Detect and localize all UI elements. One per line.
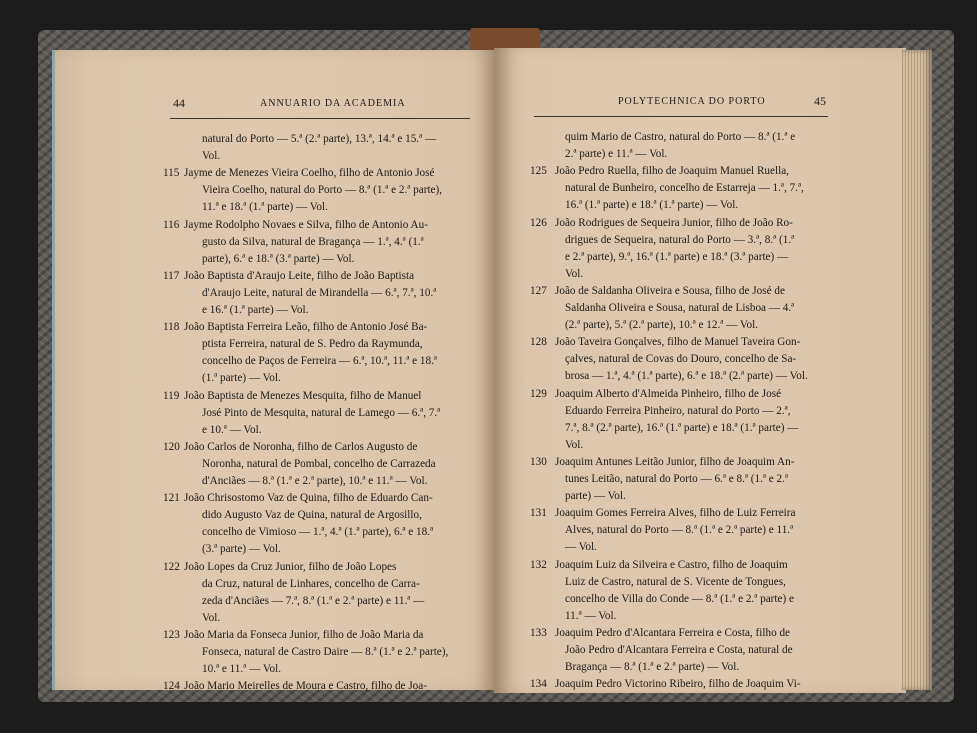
- entry-text: Joaquim Alberto d'Almeida Pinheiro, filho de José: [555, 387, 782, 400]
- entry-text: Noronha, natural de Pombal, concelho de Carrazeda: [202, 457, 436, 470]
- right-running-head: POLYTECHNICA DO PORTO: [618, 96, 766, 107]
- entry-text: concelho de Paços de Ferreira — 6.ª, 10.ª, 11.ª e 18.ª: [202, 355, 437, 368]
- entry-text: João de Saldanha Oliveira e Sousa, filho de José de: [555, 284, 785, 297]
- entry-text: concelho de Vimioso — 1.ª, 4.ª (1.ª parte), 6.ª e 18.ª: [202, 526, 434, 539]
- entry-text: Vol.: [565, 438, 584, 451]
- entry-number: 126: [530, 216, 547, 229]
- entry-text: João Baptista d'Araujo Leite, filho de João Baptista: [184, 269, 415, 282]
- entry-text: Bragança — 8.ª (1.ª e 2.ª parte) — Vol.: [565, 661, 740, 674]
- entry-number: 115: [163, 167, 180, 180]
- entry-number: 133: [530, 626, 547, 639]
- entry-number: 130: [530, 455, 547, 468]
- right-header-rule: [534, 116, 828, 117]
- entry-text: zeda d'Anciães — 7.ª, 8.ª (1.ª e 2.ª parte) e 11.ª —: [202, 594, 425, 607]
- entry-text: Joaquim Pedro Victorino Ribeiro, filho de Joaquim Vi-: [555, 678, 801, 691]
- entry-text: João Pedro Ruella, filho de Joaquim Manuel Ruella,: [555, 165, 789, 178]
- entry-text: natural de Bunheiro, concelho de Estarreja — 1.ª, 7.ª,: [565, 182, 804, 195]
- entry-text: gusto da Silva, natural de Bragança — 1.ª, 4.ª (1.ª: [202, 235, 424, 248]
- entry-text: Jayme Rodolpho Novaes e Silva, filho de Antonio Au-: [184, 218, 428, 231]
- entry-text: José Pinto de Mesquita, natural de Lamego — 6.ª, 7.ª: [202, 406, 441, 419]
- entry-text: 11.ª — Vol.: [565, 609, 617, 622]
- left-running-head: ANNUARIO DA ACADEMIA: [260, 98, 406, 109]
- entry-text: çalves, natural de Covas do Douro, concelho de Sa-: [565, 353, 797, 366]
- entry-number: 116: [163, 218, 180, 231]
- entry-text: Vol.: [202, 150, 221, 163]
- right-page: [494, 48, 906, 693]
- entry-text: João Baptista de Menezes Mesquita, filho de Manuel: [184, 389, 422, 402]
- entry-text: João Maria da Fonseca Junior, filho de João Maria da: [184, 628, 424, 641]
- entry-text: drigues de Sequeira, natural do Porto — 3.ª, 8.ª (1.ª: [565, 233, 795, 246]
- entry-text: Vol.: [202, 611, 221, 624]
- entry-text: tunes Leitão, natural do Porto — 6.ª e 8.ª (1.ª e 2.ª: [565, 473, 788, 485]
- entry-text: João Rodrigues de Sequeira Junior, filho de João Ro-: [555, 216, 793, 229]
- entry-text: João Mario Meirelles de Moura e Castro, filho de Joa-: [184, 680, 427, 693]
- entry-text: (1.ª parte) — Vol.: [202, 372, 281, 385]
- entry-number: 117: [163, 269, 180, 282]
- entry-text: e 2.ª parte), 9.ª, 16.ª (1.ª parte) e 18.ª (3.ª parte) —: [565, 250, 789, 263]
- entry-text: Vol.: [565, 267, 584, 280]
- entry-text: Fonseca, natural de Castro Daire — 8.ª (1.ª e 2.ª parte),: [202, 646, 449, 658]
- entry-text: Jayme de Menezes Vieira Coelho, filho de Antonio José: [184, 167, 435, 180]
- entry-text: 16.ª (1.ª parte) e 18.ª (1.ª parte) — Vol.: [565, 199, 739, 212]
- entry-text: dido Augusto Vaz de Quina, natural de Argosillo,: [202, 509, 422, 522]
- entry-text: d'Araujo Leite, natural de Mirandella — 6.ª, 7.ª, 10.ª: [202, 286, 437, 299]
- entry-text: Luiz de Castro, natural de S. Vicente de Tongues,: [565, 575, 786, 588]
- entry-number: 125: [530, 165, 547, 178]
- entry-text: da Cruz, natural de Linhares, concelho de Carra-: [202, 577, 420, 590]
- left-page: [52, 50, 495, 693]
- entry-text: 10.ª e 11.ª — Vol.: [202, 663, 281, 676]
- entry-text: parte) — Vol.: [565, 490, 626, 503]
- entry-text: 2.ª parte) e 11.ª — Vol.: [565, 148, 668, 161]
- entry-text: — Vol.: [565, 541, 597, 554]
- entry-text: (3.ª parte) — Vol.: [202, 543, 281, 556]
- entry-number: 122: [163, 560, 180, 573]
- entry-text: 7.ª, 8.ª (2.ª parte), 16.ª (1.ª parte) e 18.ª (1.ª parte) —: [565, 421, 799, 434]
- book-spine: [470, 28, 540, 50]
- entry-text: concelho de Villa do Conde — 8.ª (1.ª e 2.ª parte) e: [565, 592, 794, 605]
- entry-text: natural do Porto — 5.ª (2.ª parte), 13.ª, 14.ª e 15.ª —: [202, 133, 437, 145]
- entry-number: 119: [163, 389, 180, 402]
- entry-text: João Carlos de Noronha, filho de Carlos Augusto de: [184, 440, 418, 453]
- left-header-rule: [170, 118, 470, 119]
- entry-text: Joaquim Antunes Leitão Junior, filho de Joaquim An-: [555, 455, 795, 468]
- entry-number: 132: [530, 558, 547, 571]
- entry-text: Alves, natural do Porto — 8.ª (1.ª e 2.ª parte) e 11.ª: [565, 524, 794, 537]
- entry-number: 124: [163, 680, 180, 693]
- entry-number: 129: [530, 387, 547, 400]
- entry-number: 123: [163, 628, 180, 641]
- entry-text: Joaquim Gomes Ferreira Alves, filho de Luiz Ferreira: [555, 507, 796, 520]
- entry-number: 118: [163, 321, 180, 334]
- entry-number: 131: [530, 507, 547, 520]
- entry-number: 127: [530, 284, 547, 297]
- entry-text: e 16.ª (1.ª parte) — Vol.: [202, 304, 309, 316]
- entry-text: d'Anciães — 8.ª (1.ª e 2.ª parte), 10.ª e 11.ª — Vol.: [202, 475, 428, 487]
- entry-text: ptista Ferreira, natural de S. Pedro da Raymunda,: [202, 338, 423, 351]
- entry-number: 121: [163, 492, 180, 505]
- entry-text: 11.ª e 18.ª (1.ª parte) — Vol.: [202, 201, 328, 214]
- entry-text: João Taveira Gonçalves, filho de Manuel Taveira Gon-: [555, 336, 801, 349]
- left-page-number: 44: [173, 96, 185, 110]
- entry-text: Eduardo Ferreira Pinheiro, natural do Porto — 2.ª,: [565, 404, 791, 417]
- entry-number: 134: [530, 678, 547, 691]
- entry-number: 120: [163, 440, 180, 453]
- entry-text: e 10.ª — Vol.: [202, 423, 262, 436]
- entry-text: quim Mario de Castro, natural do Porto — 8.ª (1.ª e: [565, 131, 796, 143]
- entry-text: João Pedro d'Alcantara Ferreira e Costa, natural de: [565, 644, 793, 656]
- right-page-number: 45: [814, 94, 826, 108]
- entry-number: 128: [530, 336, 547, 349]
- entry-text: parte), 6.ª e 18.ª (3.ª parte) — Vol.: [202, 252, 355, 265]
- page-stack-edge: [902, 50, 932, 690]
- entry-text: brosa — 1.ª, 4.ª (1.ª parte), 6.ª e 18.ª (2.ª parte) — Vol.: [565, 370, 808, 383]
- entry-text: Saldanha Oliveira e Sousa, natural de Lisboa — 4.ª: [565, 302, 795, 314]
- entry-text: João Chrisostomo Vaz de Quina, filho de Eduardo Can-: [184, 492, 433, 505]
- entry-text: Vieira Coelho, natural do Porto — 8.ª (1.ª e 2.ª parte),: [202, 184, 443, 197]
- entry-text: João Baptista Ferreira Leão, filho de Antonio José Ba-: [184, 321, 428, 334]
- entry-text: Joaquim Luiz da Silveira e Castro, filho de Joaquim: [555, 558, 788, 571]
- entry-text: João Lopes da Cruz Junior, filho de João Lopes: [184, 560, 397, 573]
- entry-text: Joaquim Pedro d'Alcantara Ferreira e Costa, filho de: [555, 626, 791, 639]
- entry-text: (2.ª parte), 5.ª (2.ª parte), 10.ª e 12.ª — Vol.: [565, 319, 759, 332]
